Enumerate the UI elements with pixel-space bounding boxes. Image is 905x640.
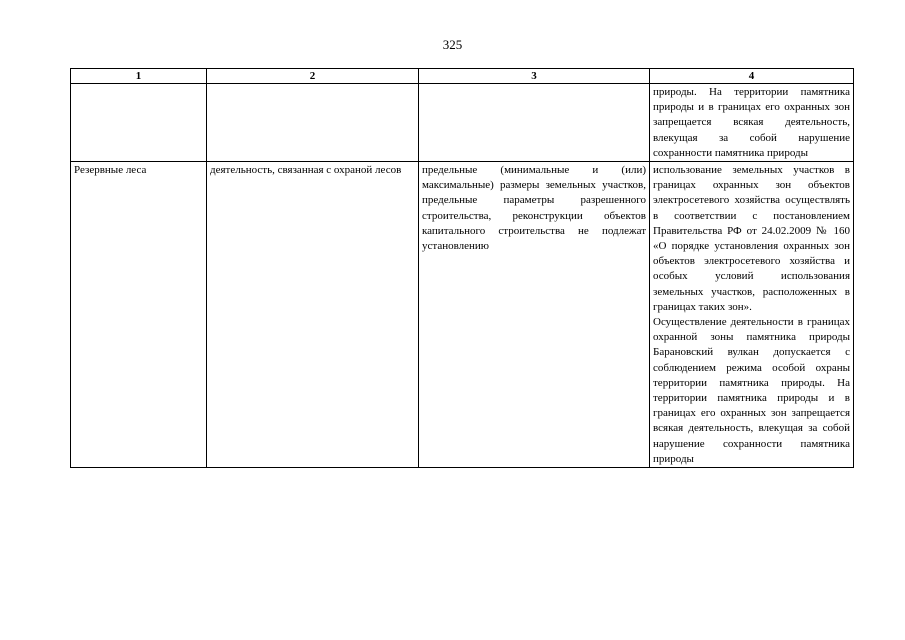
page-number: 325 bbox=[442, 37, 463, 52]
cell-paragraph: использование земельных участков в границах охранных зон объектов электросетевого хозяйства осуществлять в соответствии с постановлением Правительства РФ от 24.02.2009 № 160 «О порядке установления охранных зон объектов электросетевого хозяйства и особых условий использования земельных участков, расположенных в границах таких зон». bbox=[653, 164, 850, 313]
land-use-table bbox=[70, 68, 854, 468]
table-row bbox=[71, 84, 854, 162]
column-header: 4 bbox=[650, 69, 854, 84]
cell-paragraph: Осуществление деятельности в границах охранной зоны памятника природы Барановский вулкан допускается с соблюдением режима особой охраны территории памятника природы. На территории памятника природы и в границах его охранных зон запрещается всякая деятельность, влекущая за собой нарушение сохранности памятника природы bbox=[653, 316, 850, 465]
table-cell bbox=[71, 84, 207, 162]
table-cell: предельные (минимальные и (или) максимальные) размеры земельных участков, предельные параметры разрешенного строительства, реконструкции объектов капитального строительства не подлежат установлению bbox=[419, 162, 650, 468]
table-cell: природы. На территории памятника природы и в границах его охранных зон запрещается всякая деятельность, влекущая за собой нарушение сохранности памятника природы bbox=[650, 84, 854, 162]
table-cell bbox=[650, 162, 854, 468]
table-cell bbox=[419, 84, 650, 162]
column-header: 1 bbox=[71, 69, 207, 84]
table-cell: деятельность, связанная с охраной лесов bbox=[207, 162, 419, 468]
column-header: 2 bbox=[207, 69, 419, 84]
table-cell bbox=[207, 84, 419, 162]
table-row bbox=[71, 162, 854, 468]
table-cell: Резервные леса bbox=[71, 162, 207, 468]
table-header-row bbox=[71, 69, 854, 84]
column-header: 3 bbox=[419, 69, 650, 84]
